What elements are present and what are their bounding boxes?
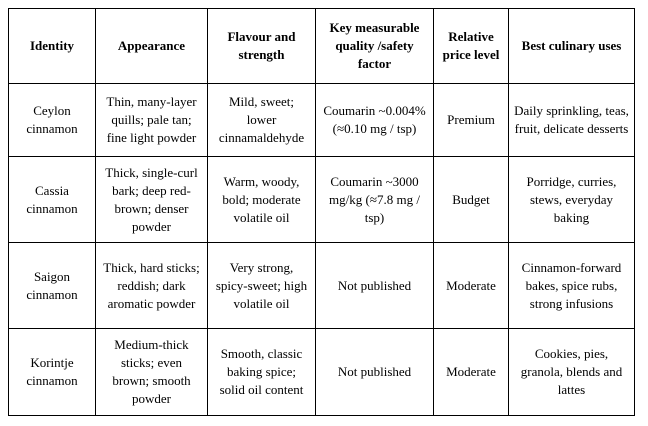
cell-identity: Saigon cinnamon — [9, 243, 96, 329]
cell-culinary-uses: Cinnamon-forward bakes, spice rubs, strong infusions — [509, 243, 635, 329]
cell-flavour: Mild, sweet; lower cinnamaldehyde — [208, 84, 316, 157]
table-row — [9, 329, 635, 416]
cell-flavour: Smooth, classic baking spice; solid oil content — [208, 329, 316, 416]
cell-price-level: Premium — [434, 84, 509, 157]
cell-price-level: Moderate — [434, 243, 509, 329]
cell-price-level: Moderate — [434, 329, 509, 416]
table-row — [9, 243, 635, 329]
cell-culinary-uses: Daily sprinkling, teas, fruit, delicate desserts — [509, 84, 635, 157]
cell-identity: Korintje cinnamon — [9, 329, 96, 416]
header-flavour-strength: Flavour and strength — [208, 9, 316, 84]
cell-appearance: Thick, hard sticks; reddish; dark aromatic powder — [96, 243, 208, 329]
header-identity: Identity — [9, 9, 96, 84]
cell-quality-factor: Not published — [316, 329, 434, 416]
cell-quality-factor: Coumarin ~0.004% (≈0.10 mg / tsp) — [316, 84, 434, 157]
cell-identity: Cassia cinnamon — [9, 157, 96, 243]
cell-appearance: Thick, single-curl bark; deep red-brown; denser powder — [96, 157, 208, 243]
header-quality-safety-factor: Key measurable quality /safety factor — [316, 9, 434, 84]
cell-appearance: Thin, many-layer quills; pale tan; fine light powder — [96, 84, 208, 157]
cell-identity: Ceylon cinnamon — [9, 84, 96, 157]
cinnamon-comparison-table — [8, 8, 635, 416]
cell-culinary-uses: Cookies, pies, granola, blends and lattes — [509, 329, 635, 416]
cell-appearance: Medium-thick sticks; even brown; smooth powder — [96, 329, 208, 416]
header-row — [9, 9, 635, 84]
cell-flavour: Very strong, spicy-sweet; high volatile oil — [208, 243, 316, 329]
header-price-level: Relative price level — [434, 9, 509, 84]
cell-quality-factor: Coumarin ~3000 mg/kg (≈7.8 mg / tsp) — [316, 157, 434, 243]
cell-price-level: Budget — [434, 157, 509, 243]
cell-flavour: Warm, woody, bold; moderate volatile oil — [208, 157, 316, 243]
cell-culinary-uses: Porridge, curries, stews, everyday baking — [509, 157, 635, 243]
table-row — [9, 84, 635, 157]
header-appearance: Appearance — [96, 9, 208, 84]
table-container — [8, 8, 635, 416]
table-row — [9, 157, 635, 243]
cell-quality-factor: Not published — [316, 243, 434, 329]
header-culinary-uses: Best culinary uses — [509, 9, 635, 84]
